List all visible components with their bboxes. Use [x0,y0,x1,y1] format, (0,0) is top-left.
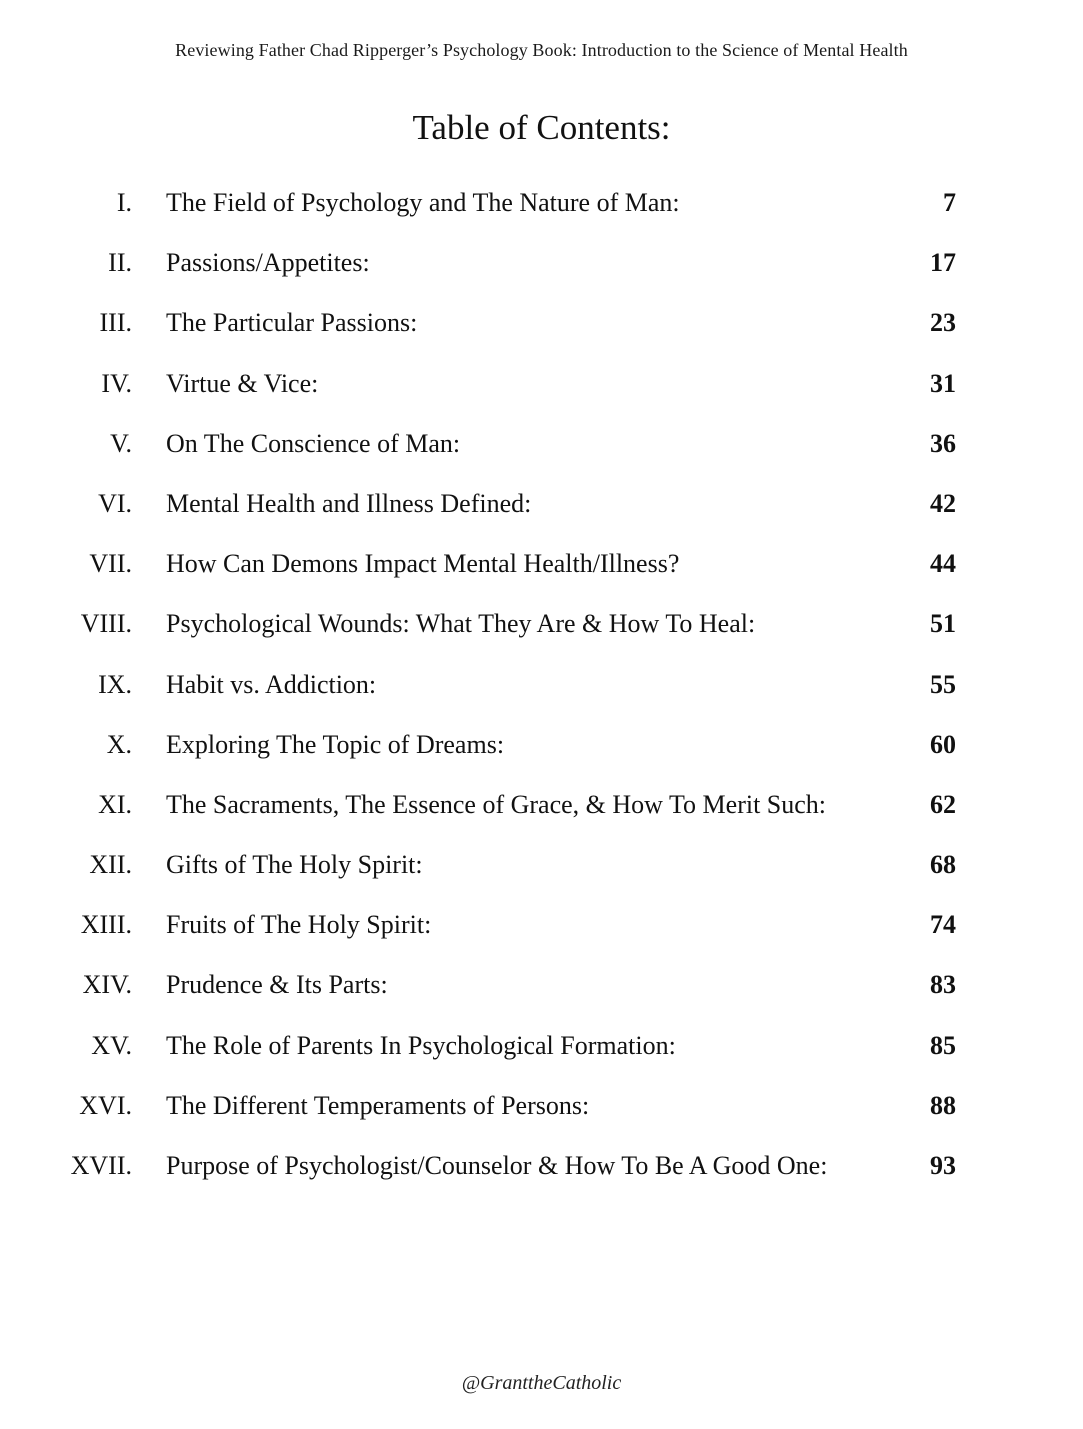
toc-entry-page: 23 [930,308,956,338]
toc-entry-numeral: X. [106,729,132,759]
toc-entry-title: The Role of Parents In Psychological Formation: [166,1030,676,1060]
toc-entry-numeral: XVII. [70,1151,132,1180]
toc-entry-numeral: IV. [101,368,132,398]
toc-entry-page: 88 [930,1090,956,1120]
toc-entry [0,962,1083,1022]
toc-entry-page: 83 [930,970,956,1000]
toc-entry-title: How Can Demons Impact Mental Health/Illness? [166,549,680,579]
toc-entry-title: Mental Health and Illness Defined: [166,488,532,518]
toc-entry-page: 62 [930,789,956,819]
toc-entry-numeral: XI. [98,789,132,819]
toc-entry [0,1083,1083,1143]
toc-entry-numeral: XV. [91,1030,132,1060]
toc-entry [0,421,1083,481]
toc-entry [0,361,1083,421]
toc-entry [0,1023,1083,1083]
toc-entry [0,240,1083,300]
toc-entry-numeral: I. [116,188,132,217]
toc-entry-page: 68 [930,850,956,880]
toc-entry-page: 44 [930,549,956,579]
toc-entry-title: The Field of Psychology and The Nature of Man: [166,188,680,217]
toc-entry-page: 31 [930,368,956,398]
toc-entry-page: 7 [943,188,956,217]
toc-entry-title: Gifts of The Holy Spirit: [166,850,423,880]
toc-entry [0,481,1083,541]
toc-entry-title: Passions/Appetites: [166,248,370,278]
toc-entry [0,902,1083,962]
toc-entry-numeral: XII. [89,850,132,880]
toc-entry [0,300,1083,360]
toc-entry-title: On The Conscience of Man: [166,428,461,458]
toc-entry-numeral: XVI. [79,1090,132,1120]
running-header: Reviewing Father Chad Ripperger’s Psychology Book: Introduction to the Science of Mental Health [175,40,908,60]
toc-entry-page: 74 [930,910,956,940]
toc-entry-title: Prudence & Its Parts: [166,970,388,1000]
toc-entry [0,1143,1083,1203]
toc-entry-title: Fruits of The Holy Spirit: [166,910,432,940]
toc-entry-page: 55 [930,669,956,699]
toc-entry-title: The Particular Passions: [166,308,418,338]
toc-entry [0,601,1083,661]
toc-entry-numeral: II. [108,248,132,278]
toc-entry-title: Psychological Wounds: What They Are & How To Heal: [166,609,756,639]
toc-entry [0,842,1083,902]
toc-entry-title: Habit vs. Addiction: [166,669,377,699]
toc-entry [0,662,1083,722]
toc-entry [0,180,1083,240]
toc-entry-numeral: XIV. [82,970,132,1000]
toc-entry-page: 85 [930,1030,956,1060]
toc-entry [0,722,1083,782]
toc-entry-title: The Sacraments, The Essence of Grace, & How To Merit Such: [166,789,827,819]
toc-entry-numeral: XIII. [80,910,132,940]
toc-entry-numeral: VIII. [80,609,132,639]
toc-entry-page: 51 [930,609,956,639]
toc-entry-title: Exploring The Topic of Dreams: [166,729,505,759]
toc-entry-title: The Different Temperaments of Persons: [166,1090,590,1120]
toc-entry [0,541,1083,601]
toc-entry-page: 93 [930,1151,956,1180]
toc-entry-numeral: IX. [98,669,132,699]
toc-entry [0,782,1083,842]
footer-author-handle: @GranttheCatholic [461,1372,622,1394]
toc-entry-page: 17 [930,248,956,278]
toc-entry-numeral: V. [110,428,132,458]
toc-entry-title: Virtue & Vice: [166,368,319,398]
toc-entry-numeral: III. [99,308,132,338]
toc-entry-numeral: VII. [89,549,132,579]
toc-list [0,180,1083,1200]
toc-entry-title: Purpose of Psychologist/Counselor & How To Be A Good One: [166,1151,828,1180]
toc-entry-page: 36 [930,428,956,458]
page-title: Table of Contents: [412,108,671,147]
toc-entry-numeral: VI. [98,488,132,518]
toc-entry-page: 60 [930,729,956,759]
toc-entry-page: 42 [930,488,956,518]
